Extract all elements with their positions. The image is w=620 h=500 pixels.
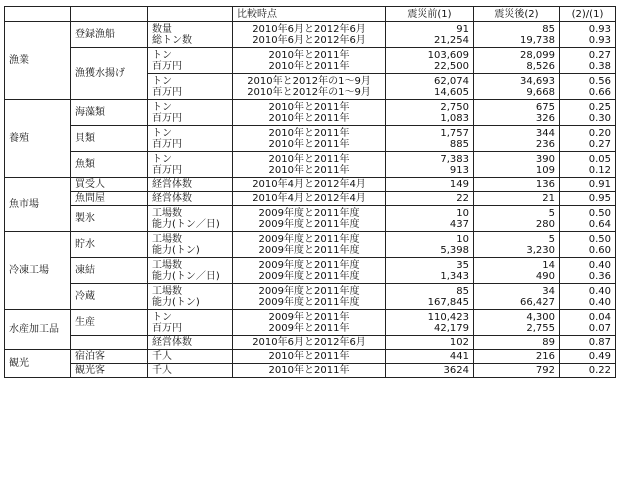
ratio-value: 0.91	[588, 179, 611, 190]
period-value: 2010年6月と2012年6月	[252, 34, 366, 46]
after-value-cell	[474, 336, 560, 350]
period-value: 2009年度と2011年度	[258, 285, 360, 297]
ratio-value: 0.66	[588, 86, 611, 98]
category-label: 魚市場	[5, 178, 71, 232]
ratio-value: 0.64	[588, 218, 611, 230]
period-value: 2010年6月と2012年6月	[252, 337, 366, 348]
unit-cell	[148, 152, 233, 178]
ratio-cell	[560, 336, 616, 350]
ratio-value: 0.25	[588, 101, 611, 113]
subcategory-label: 製氷	[71, 206, 148, 232]
ratio-value: 0.93	[588, 23, 611, 35]
unit-cell	[148, 74, 233, 100]
before-value-value: 1,083	[440, 112, 469, 124]
ratio-cell	[560, 258, 616, 284]
after-value-value: 109	[535, 164, 555, 176]
period-cell	[233, 284, 386, 310]
table-row	[5, 178, 616, 192]
period-cell	[233, 178, 386, 192]
ratio-value: 0.36	[588, 270, 611, 282]
table-row	[5, 310, 616, 336]
before-value-cell	[386, 22, 474, 48]
unit-cell	[148, 178, 233, 192]
after-value-value: 21	[542, 193, 555, 204]
period-value: 2010年と2012年の1～9月	[247, 86, 371, 98]
after-value-value: 326	[535, 112, 555, 124]
ratio-cell	[560, 350, 616, 364]
before-value-value: 42,179	[434, 322, 469, 334]
ratio-cell	[560, 178, 616, 192]
unit-cell	[148, 232, 233, 258]
category-label: 観光	[5, 350, 71, 378]
category-label: 漁業	[5, 22, 71, 100]
ratio-value: 0.60	[588, 244, 611, 256]
ratio-value: 0.27	[588, 138, 611, 150]
subcategory-label: 生産	[71, 310, 148, 336]
ratio-value: 0.50	[588, 233, 611, 245]
period-value: 2010年と2011年	[268, 365, 350, 376]
period-value: 2010年と2011年	[268, 164, 350, 176]
header-before: 震災前(1)	[386, 7, 474, 22]
after-value-value: 66,427	[520, 296, 555, 308]
unit-cell	[148, 206, 233, 232]
unit-value: 能力(トン／日)	[152, 270, 220, 282]
unit-value: 工場数	[152, 285, 182, 297]
after-value-cell	[474, 22, 560, 48]
period-cell	[233, 74, 386, 100]
after-value-cell	[474, 100, 560, 126]
ratio-cell	[560, 48, 616, 74]
unit-value: トン	[152, 127, 172, 139]
after-value-cell	[474, 152, 560, 178]
after-value-value: 3,230	[526, 244, 555, 256]
ratio-value: 0.38	[588, 60, 611, 72]
ratio-cell	[560, 100, 616, 126]
ratio-value: 0.12	[588, 164, 611, 176]
after-value-value: 4,300	[526, 311, 555, 323]
ratio-value: 0.40	[588, 296, 611, 308]
ratio-cell	[560, 192, 616, 206]
unit-value: 百万円	[152, 164, 182, 176]
ratio-value: 0.40	[588, 259, 611, 271]
unit-cell	[148, 284, 233, 310]
subcategory-label: 冷蔵	[71, 284, 148, 310]
unit-value: 数量	[152, 23, 172, 35]
unit-value: 経営体数	[152, 337, 192, 348]
after-value-value: 14	[542, 259, 555, 271]
ratio-cell	[560, 152, 616, 178]
ratio-cell	[560, 364, 616, 378]
after-value-cell	[474, 126, 560, 152]
table-row	[5, 22, 616, 48]
after-value-value: 34,693	[520, 75, 555, 87]
period-cell	[233, 22, 386, 48]
after-value-value: 792	[535, 365, 555, 376]
unit-cell	[148, 350, 233, 364]
ratio-cell	[560, 74, 616, 100]
before-value-value: 1,343	[440, 270, 469, 282]
unit-cell	[148, 100, 233, 126]
ratio-value: 0.27	[588, 49, 611, 61]
after-value-cell	[474, 232, 560, 258]
table-row	[5, 100, 616, 126]
ratio-value: 0.05	[588, 153, 611, 165]
ratio-cell	[560, 310, 616, 336]
period-value: 2010年4月と2012年4月	[252, 179, 366, 190]
before-value-cell	[386, 178, 474, 192]
before-value-value: 21,254	[434, 34, 469, 46]
header-row	[5, 7, 616, 22]
table-row	[5, 48, 616, 74]
before-value-cell	[386, 192, 474, 206]
unit-value: 能力(トン／日)	[152, 218, 220, 230]
unit-cell	[148, 192, 233, 206]
after-value-value: 136	[535, 179, 555, 190]
after-value-value: 5	[548, 207, 555, 219]
ratio-cell	[560, 232, 616, 258]
period-value: 2010年4月と2012年4月	[252, 193, 366, 204]
ratio-value: 0.30	[588, 112, 611, 124]
unit-value: 百万円	[152, 322, 182, 334]
period-cell	[233, 152, 386, 178]
before-value-value: 103,609	[427, 49, 469, 61]
header-blank	[5, 7, 71, 22]
unit-value: 百万円	[152, 86, 182, 98]
ratio-value: 0.20	[588, 127, 611, 139]
table-row	[5, 206, 616, 232]
ratio-cell	[560, 22, 616, 48]
after-value-cell	[474, 74, 560, 100]
unit-value: 経営体数	[152, 193, 192, 204]
unit-value: 千人	[152, 365, 172, 376]
period-value: 2009年度と2011年度	[258, 244, 360, 256]
period-value: 2010年と2012年の1～9月	[247, 75, 371, 87]
before-value-cell	[386, 336, 474, 350]
after-value-value: 2,755	[526, 322, 555, 334]
period-value: 2010年6月と2012年6月	[252, 23, 366, 35]
before-value-value: 10	[456, 207, 469, 219]
after-value-value: 236	[535, 138, 555, 150]
unit-value: トン	[152, 49, 172, 61]
unit-value: トン	[152, 75, 172, 87]
before-value-value: 35	[456, 259, 469, 271]
before-value-value: 3624	[443, 365, 469, 376]
unit-value: トン	[152, 101, 172, 113]
period-value: 2010年と2011年	[268, 112, 350, 124]
after-value-cell	[474, 284, 560, 310]
period-cell	[233, 258, 386, 284]
before-value-value: 22	[456, 193, 469, 204]
ratio-value: 0.56	[588, 75, 611, 87]
before-value-value: 62,074	[434, 75, 469, 87]
before-value-cell	[386, 126, 474, 152]
subcategory-label: 貝類	[71, 126, 148, 152]
before-value-value: 437	[449, 218, 469, 230]
subcategory-label: 貯水	[71, 232, 148, 258]
period-cell	[233, 192, 386, 206]
ratio-value: 0.04	[588, 311, 611, 323]
unit-cell	[148, 310, 233, 336]
category-label: 水産加工品	[5, 310, 71, 350]
table-row	[5, 258, 616, 284]
period-value: 2009年と2011年	[268, 322, 350, 334]
period-cell	[233, 364, 386, 378]
ratio-value: 0.87	[588, 337, 611, 348]
unit-cell	[148, 48, 233, 74]
period-value: 2010年と2011年	[268, 127, 350, 139]
subcategory-label: 海藻類	[71, 100, 148, 126]
unit-value: 能力(トン)	[152, 296, 200, 308]
before-value-cell	[386, 310, 474, 336]
period-value: 2010年と2011年	[268, 60, 350, 72]
period-cell	[233, 206, 386, 232]
period-cell	[233, 336, 386, 350]
after-value-cell	[474, 178, 560, 192]
table-row	[5, 152, 616, 178]
ratio-value: 0.07	[588, 322, 611, 334]
period-value: 2009年度と2011年度	[258, 259, 360, 271]
header-blank	[71, 7, 148, 22]
period-value: 2009年度と2011年度	[258, 207, 360, 219]
before-value-value: 1,757	[440, 127, 469, 139]
after-value-value: 390	[535, 153, 555, 165]
unit-value: 総トン数	[152, 34, 192, 46]
before-value-value: 167,845	[427, 296, 469, 308]
ratio-cell	[560, 284, 616, 310]
before-value-cell	[386, 258, 474, 284]
statistics-table	[4, 6, 616, 378]
period-cell	[233, 126, 386, 152]
unit-cell	[148, 258, 233, 284]
period-value: 2010年と2011年	[268, 351, 350, 362]
period-value: 2009年度と2011年度	[258, 270, 360, 282]
after-value-value: 85	[542, 23, 555, 35]
subcategory-label: 観光客	[71, 364, 148, 378]
unit-cell	[148, 126, 233, 152]
after-value-value: 490	[535, 270, 555, 282]
period-cell	[233, 48, 386, 74]
period-value: 2010年と2011年	[268, 101, 350, 113]
after-value-cell	[474, 310, 560, 336]
unit-value: トン	[152, 311, 172, 323]
before-value-value: 441	[449, 351, 469, 362]
table-row	[5, 284, 616, 310]
before-value-cell	[386, 232, 474, 258]
table-body	[5, 22, 616, 378]
before-value-cell	[386, 206, 474, 232]
before-value-value: 10	[456, 233, 469, 245]
subcategory-label: 買受人	[71, 178, 148, 192]
before-value-value: 14,605	[434, 86, 469, 98]
after-value-cell	[474, 258, 560, 284]
after-value-value: 89	[542, 337, 555, 348]
table-row	[5, 350, 616, 364]
unit-value: 能力(トン)	[152, 244, 200, 256]
after-value-value: 34	[542, 285, 555, 297]
before-value-cell	[386, 74, 474, 100]
before-value-cell	[386, 364, 474, 378]
table-row	[5, 126, 616, 152]
before-value-value: 7,383	[440, 153, 469, 165]
period-value: 2010年と2011年	[268, 49, 350, 61]
unit-value: 百万円	[152, 112, 182, 124]
after-value-value: 675	[535, 101, 555, 113]
after-value-value: 28,099	[520, 49, 555, 61]
period-value: 2009年度と2011年度	[258, 296, 360, 308]
table-row	[5, 192, 616, 206]
before-value-value: 5,398	[440, 244, 469, 256]
before-value-value: 913	[449, 164, 469, 176]
after-value-cell	[474, 350, 560, 364]
period-cell	[233, 100, 386, 126]
before-value-cell	[386, 152, 474, 178]
before-value-value: 149	[449, 179, 469, 190]
period-value: 2010年と2011年	[268, 153, 350, 165]
category-label: 養殖	[5, 100, 71, 178]
before-value-value: 2,750	[440, 101, 469, 113]
before-value-value: 102	[449, 337, 469, 348]
before-value-cell	[386, 100, 474, 126]
subcategory-label: 魚類	[71, 152, 148, 178]
subcategory-label	[71, 336, 148, 350]
unit-cell	[148, 364, 233, 378]
after-value-cell	[474, 48, 560, 74]
before-value-value: 22,500	[434, 60, 469, 72]
header-after: 震災後(2)	[474, 7, 560, 22]
period-value: 2009年と2011年	[268, 311, 350, 323]
period-value: 2010年と2011年	[268, 138, 350, 150]
ratio-value: 0.93	[588, 34, 611, 46]
before-value-value: 885	[449, 138, 469, 150]
unit-value: 百万円	[152, 138, 182, 150]
subcategory-label: 漁獲水揚げ	[71, 48, 148, 100]
unit-value: 百万円	[152, 60, 182, 72]
before-value-value: 85	[456, 285, 469, 297]
period-value: 2009年度と2011年度	[258, 233, 360, 245]
ratio-value: 0.95	[588, 193, 611, 204]
after-value-value: 216	[535, 351, 555, 362]
after-value-cell	[474, 192, 560, 206]
subcategory-label: 宿泊客	[71, 350, 148, 364]
unit-value: 経営体数	[152, 179, 192, 190]
period-cell	[233, 350, 386, 364]
before-value-cell	[386, 48, 474, 74]
header-ratio: (2)/(1)	[560, 7, 616, 22]
unit-value: トン	[152, 153, 172, 165]
after-value-value: 9,668	[526, 86, 555, 98]
header-blank	[148, 7, 233, 22]
before-value-value: 91	[456, 23, 469, 35]
subcategory-label: 凍結	[71, 258, 148, 284]
ratio-value: 0.49	[588, 351, 611, 362]
after-value-value: 5	[548, 233, 555, 245]
ratio-cell	[560, 206, 616, 232]
after-value-value: 8,526	[526, 60, 555, 72]
subcategory-label: 登録漁船	[71, 22, 148, 48]
before-value-cell	[386, 284, 474, 310]
unit-value: 工場数	[152, 259, 182, 271]
before-value-value: 110,423	[427, 311, 469, 323]
after-value-value: 280	[535, 218, 555, 230]
subcategory-label: 魚問屋	[71, 192, 148, 206]
unit-value: 工場数	[152, 207, 182, 219]
unit-cell	[148, 336, 233, 350]
category-label: 冷凍工場	[5, 232, 71, 310]
table-row	[5, 232, 616, 258]
table-row	[5, 336, 616, 350]
unit-value: 千人	[152, 351, 172, 362]
period-cell	[233, 232, 386, 258]
after-value-cell	[474, 364, 560, 378]
after-value-value: 19,738	[520, 34, 555, 46]
unit-value: 工場数	[152, 233, 182, 245]
unit-cell	[148, 22, 233, 48]
ratio-value: 0.50	[588, 207, 611, 219]
ratio-cell	[560, 126, 616, 152]
period-cell	[233, 310, 386, 336]
ratio-value: 0.22	[588, 365, 611, 376]
ratio-value: 0.40	[588, 285, 611, 297]
period-value: 2009年度と2011年度	[258, 218, 360, 230]
header-period: 比較時点	[233, 7, 386, 22]
table-row	[5, 364, 616, 378]
after-value-cell	[474, 206, 560, 232]
before-value-cell	[386, 350, 474, 364]
after-value-value: 344	[535, 127, 555, 139]
